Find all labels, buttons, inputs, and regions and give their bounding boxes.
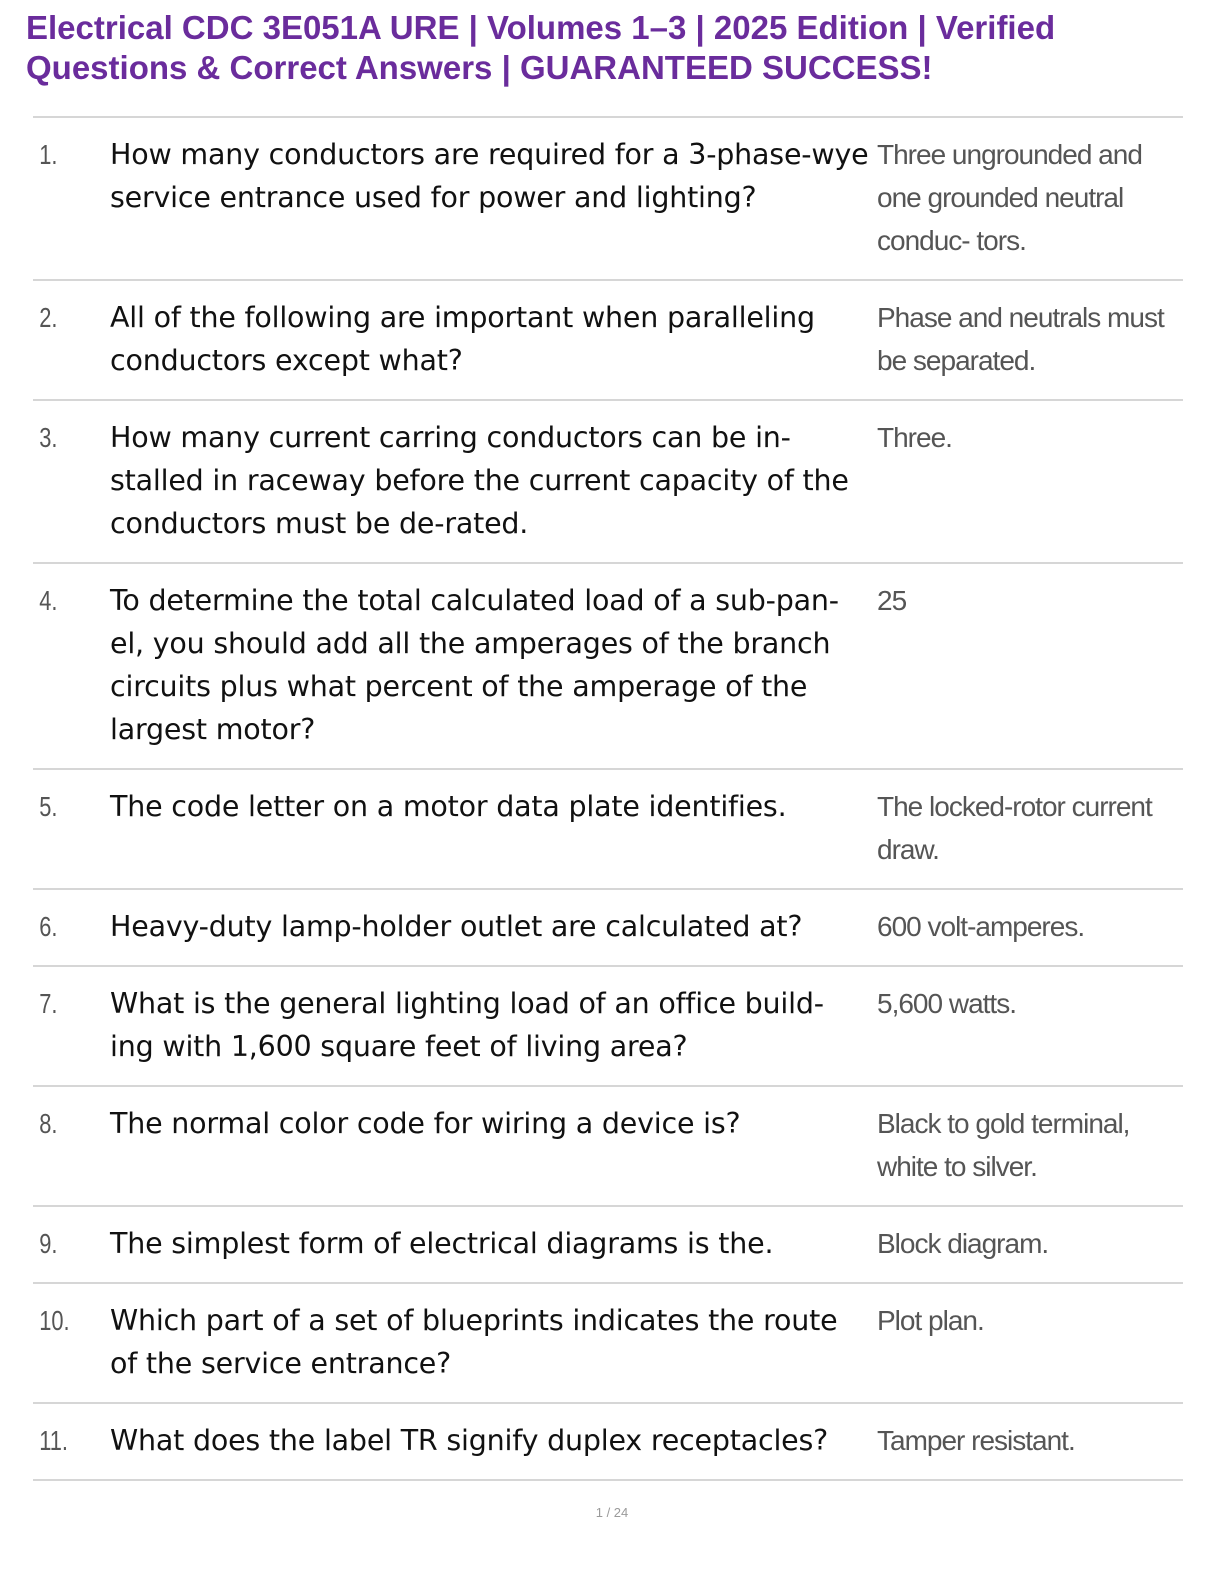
question-text: How many current carring conductors can be in- stalled in raceway before the current capacity of the conductors must be de-rated. [110,421,849,540]
question-text: To determine the total calculated load of a sub-pan- el, you should add all the amperages of the branch circuits plus what percent of the amperage of the largest motor? [110,584,839,746]
question-number: 8. [39,1108,58,1139]
answer-text: Block diagram. [877,1228,1049,1259]
qa-table [33,116,1183,1481]
answer-text: 5,600 watts. [877,988,1016,1019]
question-number: 11. [39,1425,68,1456]
qa-row [33,281,1183,401]
question-text: The simplest form of electrical diagrams is the. [110,1227,774,1260]
answer-text: The locked-rotor current draw. [877,791,1152,865]
qa-row [33,401,1183,564]
question-number: 2. [39,302,58,333]
question-number: 1. [39,139,58,170]
qa-row [33,890,1183,967]
qa-row [33,1284,1183,1404]
document-title: Electrical CDC 3E051A URE | Volumes 1–3 | 2025 Edition | Verified Questions & Correct Answers | GUARANTEED SUCCESS! [26,9,1056,86]
answer-text: Phase and neutrals must be separated. [877,302,1164,376]
question-number: 6. [39,911,58,942]
answer-text: Plot plan. [877,1305,984,1336]
qa-row [33,967,1183,1087]
qa-row [33,1404,1183,1481]
answer-text: Three. [877,422,952,453]
question-text: What is the general lighting load of an office build- ing with 1,600 square feet of living area? [110,987,824,1063]
question-number: 7. [39,988,58,1019]
question-text: What does the label TR signify duplex receptacles? [110,1424,829,1457]
answer-text: 25 [877,585,907,616]
qa-row [33,118,1183,281]
question-number: 9. [39,1228,58,1259]
question-number: 4. [39,585,58,616]
answer-text: 600 volt-amperes. [877,911,1085,942]
page-indicator: 1 / 24 [595,1505,629,1520]
question-text: How many conductors are required for a 3-phase-wye service entrance used for power and lighting? [110,138,869,214]
answer-text: Three ungrounded and one grounded neutral conduc- tors. [877,139,1142,256]
answer-text: Black to gold terminal, white to silver. [877,1108,1130,1182]
qa-row [33,1207,1183,1284]
question-number: 3. [39,422,58,453]
question-number: 10. [39,1305,70,1336]
qa-row [33,1087,1183,1207]
answer-text: Tamper resistant. [877,1425,1075,1456]
question-text: The normal color code for wiring a device is? [110,1107,741,1140]
question-text: Heavy-duty lamp-holder outlet are calculated at? [110,910,803,943]
question-text: Which part of a set of blueprints indicates the route of the service entrance? [110,1304,838,1380]
qa-row [33,770,1183,890]
qa-row [33,564,1183,770]
question-text: All of the following are important when paralleling conductors except what? [110,301,815,377]
question-number: 5. [39,791,58,822]
question-text: The code letter on a motor data plate identifies. [110,790,787,823]
